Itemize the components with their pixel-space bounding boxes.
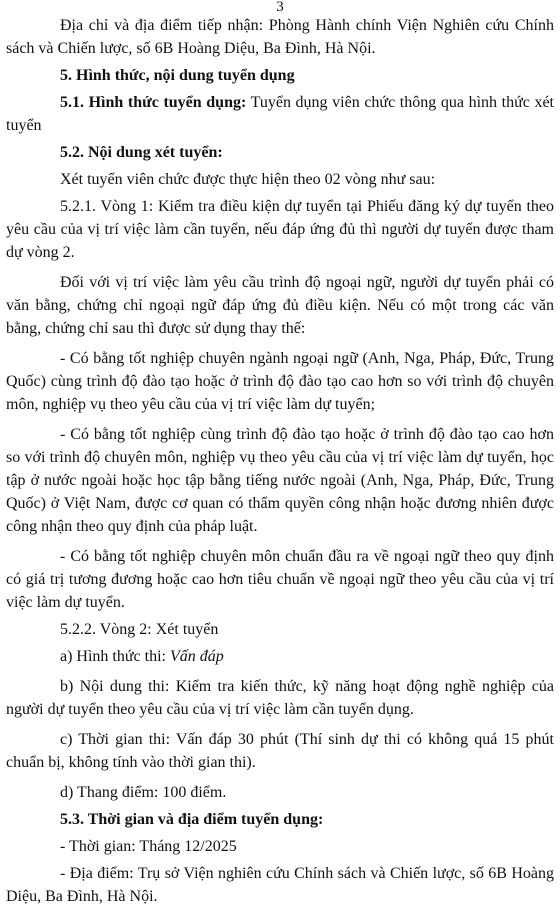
item-d: d) Thang điểm: 100 điểm.	[60, 784, 227, 801]
section-5-heading: 5. Hình thức, nội dung tuyển dụng	[60, 67, 295, 84]
bullet-1: - Có bằng tốt nghiệp chuyên ngành ngoại ngữ (Anh, Nga, Pháp, Đức, Trung Quốc) cùng trình độ đào tạo hoặc ở trình độ đào tạo cao hơn so với trình độ chuyên môn, nghiệp vụ theo yêu cầu của vị trí việc làm dự tuyển;	[6, 350, 554, 413]
document-body	[6, 14, 554, 908]
item-c: c) Thời gian thi: Vấn đáp 30 phút (Thí sinh dự thi có không quá 15 phút chuẩn bị, không tính vào thời gian thi).	[6, 731, 554, 771]
bullet-3: - Có bằng tốt nghiệp chuyên môn chuẩn đầu ra về ngoại ngữ theo quy định có giá trị tương đương hoặc cao hơn tiêu chuẩn về ngoại ngữ theo yêu cầu của vị trí việc làm dự tuyển.	[6, 548, 554, 611]
round-1-paragraph: 5.2.1. Vòng 1: Kiểm tra điều kiện dự tuyển tại Phiếu đăng ký dự tuyển theo yêu cầu của vị trí việc làm cần tuyển, nếu đáp ứng đủ thì người dự tuyển được tham dự vòng 2.	[6, 198, 554, 261]
section-5-1-label: 5.1. Hình thức tuyển dụng:	[60, 94, 247, 111]
section-5-2-heading: 5.2. Nội dung xét tuyển:	[60, 144, 223, 161]
item-a-value: Vấn đáp	[169, 648, 224, 665]
bullet-2: - Có bằng tốt nghiệp cùng trình độ đào tạo hoặc ở trình độ đào tạo cao hơn so với trình độ chuyên môn, nghiệp vụ theo yêu cầu của vị trí việc làm dự tuyển, học tập ở nước ngoài hoặc học tập bằng tiếng nước ngoài (Anh, Nga, Pháp, Đức, Trung Quốc) ở Việt Nam, được cơ quan có thẩm quyền công nhận hoặc đương nhiên được công nhận theo quy định của pháp luật.	[6, 426, 554, 535]
item-a-label: a) Hình thức thi:	[60, 648, 170, 665]
time-item: - Thời gian: Tháng 12/2025	[60, 838, 237, 855]
item-a	[6, 645, 554, 668]
page-number: 3	[276, 0, 284, 15]
rounds-paragraph: Xét tuyển viên chức được thực hiện theo 02 vòng như sau:	[60, 171, 436, 188]
section-5-3-heading: 5.3. Thời gian và địa điểm tuyển dụng:	[60, 811, 324, 828]
language-paragraph: Đối với vị trí việc làm yêu cầu trình độ ngoại ngữ, người dự tuyển phải có văn bằng, chứng chỉ ngoại ngữ đáp ứng đủ điều kiện. Nếu có một trong các văn bằng, chứng chỉ sau thì được sử dụng thay thế:	[6, 274, 554, 337]
round-2-heading: 5.2.2. Vòng 2: Xét tuyển	[60, 621, 219, 638]
location-item: - Địa điểm: Trụ sở Viện nghiên cứu Chính sách và Chiến lược, số 6B Hoàng Diệu, Ba Đình, Hà Nội.	[6, 865, 554, 905]
address-paragraph: Địa chỉ và địa điểm tiếp nhận: Phòng Hành chính Viện Nghiên cứu Chính sách và Chiến lược, số 6B Hoàng Diệu, Ba Đình, Hà Nội.	[6, 17, 554, 57]
section-5-1-paragraph	[6, 91, 554, 137]
section-5-1-text: Tuyển dụng viên chức thông qua hình thức xét tuyển	[6, 94, 554, 134]
item-b: b) Nội dung thi: Kiểm tra kiến thức, kỹ năng hoạt động nghề nghiệp của người dự tuyển theo yêu cầu của vị trí việc làm cần tuyển dụng.	[6, 678, 554, 718]
